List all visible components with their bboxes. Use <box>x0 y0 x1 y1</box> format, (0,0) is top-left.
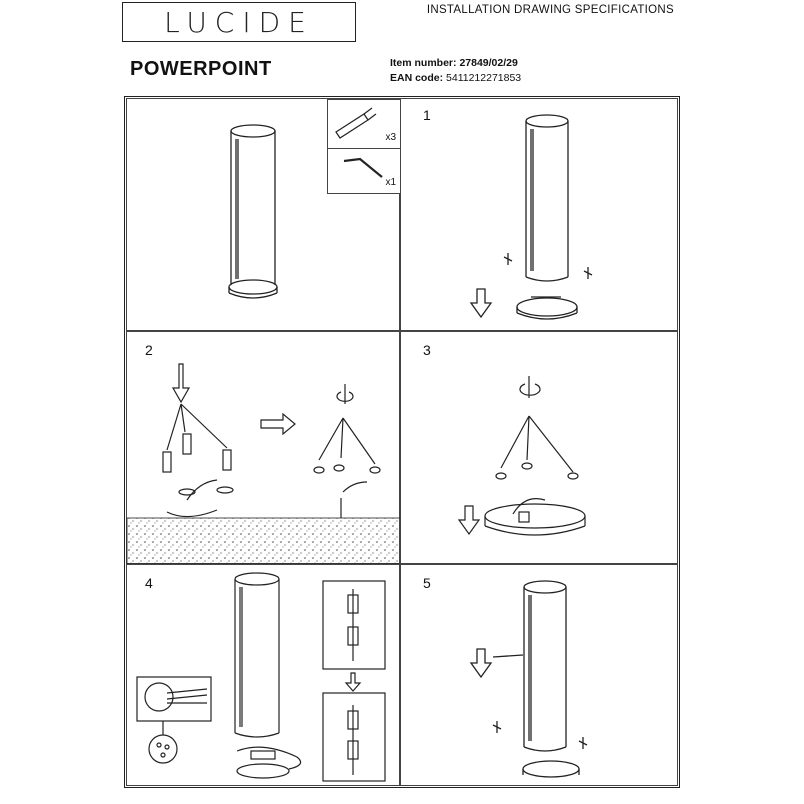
allen-key-icon <box>328 149 402 195</box>
screw-qty: x3 <box>385 132 396 143</box>
arrow-down-icon <box>459 506 479 534</box>
brand-logo <box>122 2 356 42</box>
product-name: POWERPOINT <box>130 58 272 80</box>
arrow-down-icon <box>471 289 491 317</box>
item-number-label: Item number: <box>390 57 457 69</box>
step-number: 4 <box>145 575 153 591</box>
parts-box-allen-key <box>327 148 401 194</box>
document-type: INSTALLATION DRAWING SPECIFICATIONS <box>426 4 674 16</box>
panel-step-4 <box>126 564 400 786</box>
step-4-drawing <box>127 565 401 787</box>
step-number: 2 <box>145 342 153 358</box>
panel-overview <box>126 98 400 331</box>
rotate-icon <box>520 376 540 398</box>
logo-text: LUCIDE <box>164 5 314 39</box>
parts-box-screws <box>327 99 401 149</box>
panel-step-3 <box>400 331 678 564</box>
allen-key-qty: x1 <box>385 177 396 188</box>
product-meta <box>390 56 521 86</box>
arrow-right-icon <box>261 414 295 434</box>
gravel-ground <box>127 518 401 564</box>
panel-step-2 <box>126 331 400 564</box>
step-2-drawing <box>127 332 401 565</box>
rotate-icon <box>337 384 353 404</box>
panel-step-5 <box>400 564 678 786</box>
panel-step-1 <box>400 98 678 331</box>
ean-value: 5411212271853 <box>446 72 522 84</box>
arrow-down-icon <box>346 673 360 691</box>
step-number: 1 <box>423 107 431 123</box>
arrow-down-icon <box>173 364 189 402</box>
step-5-drawing <box>401 565 679 787</box>
step-1-drawing <box>401 99 679 332</box>
step-3-drawing <box>401 332 679 565</box>
ean-label: EAN code: <box>390 72 444 84</box>
step-number: 3 <box>423 342 431 358</box>
item-number-value: 27849/02/29 <box>459 57 518 69</box>
arrow-down-icon <box>471 649 491 677</box>
step-number: 5 <box>423 575 431 591</box>
